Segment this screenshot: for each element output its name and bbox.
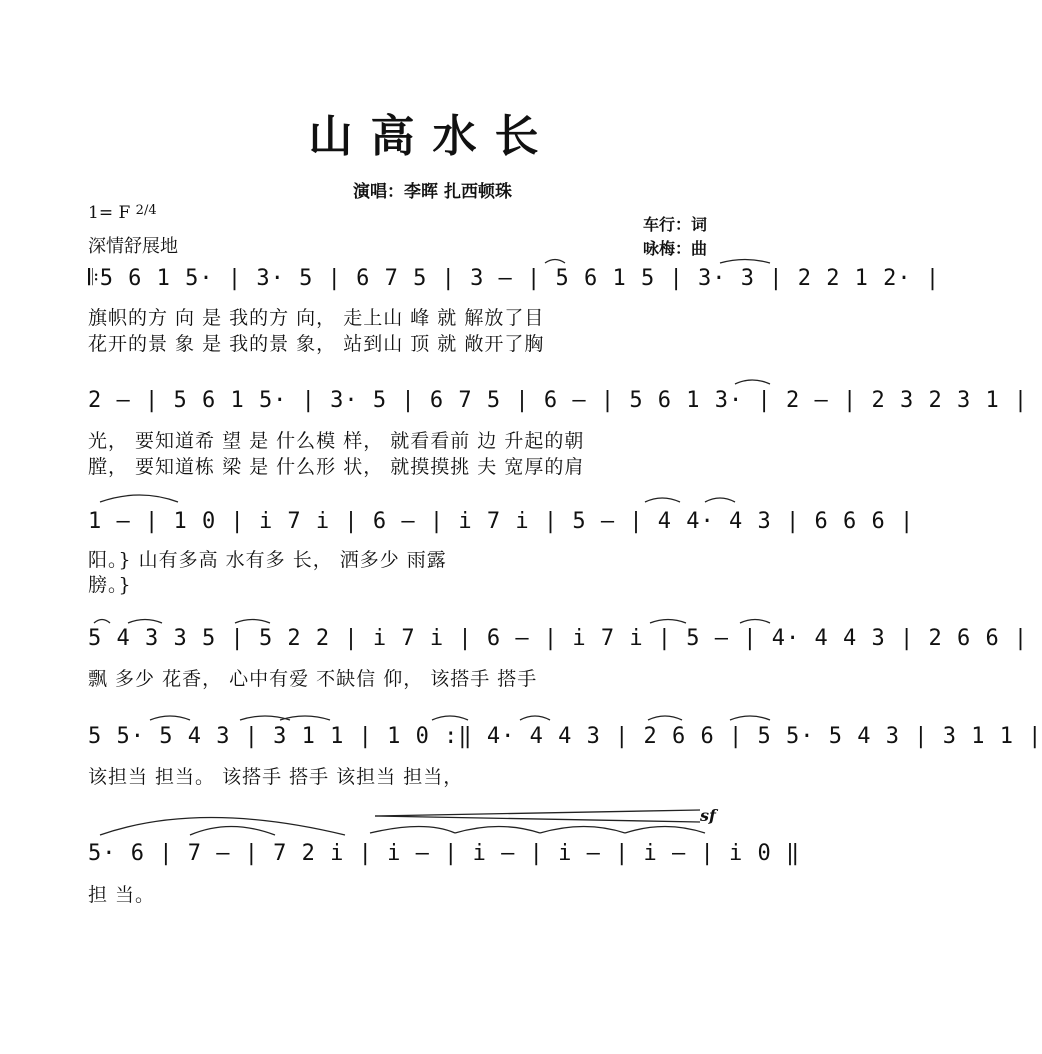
tie-arc <box>648 716 682 720</box>
lyric-line-1a: 旗帜的方 向 是 我的方 向， 走上山 峰 就 解放了目 <box>88 307 545 329</box>
lyricist-credit: 车行：词 <box>643 215 708 234</box>
lyric-line-2b: 膛， 要知道栋 梁 是 什么形 状， 就摸摸挑 夫 宽厚的肩 <box>88 456 585 478</box>
notation-line-4: 5 4 3 3 5 | 5 2 2 | i 7 i | 6 — | i 7 i | 5 — | 4· 4 4 3 | 2 6 6 | <box>88 626 1029 651</box>
lyric-line-1b: 花开的景 象 是 我的景 象， 站到山 顶 就 敞开了胸 <box>88 333 545 355</box>
lyric-line-3a: 阳。} 山有多高 水有多 长， 洒多少 雨露 <box>88 549 447 571</box>
tie-arc <box>190 827 275 836</box>
lyric-line-2a: 光， 要知道希 望 是 什么模 样， 就看看前 边 升起的朝 <box>88 430 585 452</box>
tie-arc <box>545 260 565 264</box>
tie-arc <box>455 827 540 834</box>
tie-arc <box>705 498 735 502</box>
tie-arc <box>625 827 705 834</box>
notation-line-3: 1 — | 1 0 | i 7 i | 6 — | i 7 i | 5 — | 4 4· 4 3 | 6 6 6 | <box>88 509 915 534</box>
time-signature: 2/4 <box>135 203 157 218</box>
tie-arc <box>432 716 468 720</box>
notation-line-5: 5 5· 5 4 3 | 3 1 1 | 1 0 :‖ 4· 4 4 3 | 2 6 6 | 5 5· 5 4 3 | 3 1 1 | <box>88 724 1042 749</box>
tie-arc <box>370 827 455 834</box>
lyric-line-3b: 膀。} <box>88 574 132 596</box>
song-title: 山高水长 <box>308 111 557 162</box>
tie-arc <box>128 620 162 624</box>
tie-arc <box>740 620 770 624</box>
tie-arc <box>730 716 770 720</box>
tie-arc <box>645 498 680 502</box>
dynamic-marking: sf <box>700 806 716 825</box>
lyric-line-5: 该担当 担当。 该搭手 搭手 该担当 担当， <box>88 766 464 788</box>
singer-credit: 演唱：李晖 扎西顿珠 <box>353 182 512 202</box>
tie-arc <box>540 827 625 834</box>
crescendo-line <box>375 816 700 822</box>
notation-line-1: 𝄆5 6 1 5· | 3· 5 | 6 7 5 | 3 — | 5 6 1 5 | 3· 3 | 2 2 1 2· | <box>88 266 941 291</box>
lyric-line-4: 飘 多少 花香， 心中有爱 不缺信 仰， 该搭手 搭手 <box>88 668 538 690</box>
notation-line-2: 2 — | 5 6 1 5· | 3· 5 | 6 7 5 | 6 — | 5 6 1 3· | 2 — | 2 3 2 3 1 | <box>88 388 1029 413</box>
composer-credit: 咏梅：曲 <box>643 239 708 258</box>
tie-arc <box>150 716 190 720</box>
tie-arc <box>94 620 110 624</box>
crescendo-line <box>375 810 700 816</box>
tie-arc <box>235 620 270 624</box>
notation-line-6: 5· 6 | 7 — | 7 2 i | i — | i — | i — | i — | i 0 ‖ <box>88 841 801 866</box>
tempo-mark: 深情舒展地 <box>88 236 178 257</box>
slur-arc <box>100 495 178 502</box>
tie-arc <box>520 716 550 720</box>
key-label: 1= F <box>88 203 131 223</box>
tie-arc <box>720 260 770 264</box>
lyric-line-6: 担 当。 <box>88 884 156 906</box>
tie-arc <box>650 620 686 624</box>
tie-arc <box>735 380 770 384</box>
